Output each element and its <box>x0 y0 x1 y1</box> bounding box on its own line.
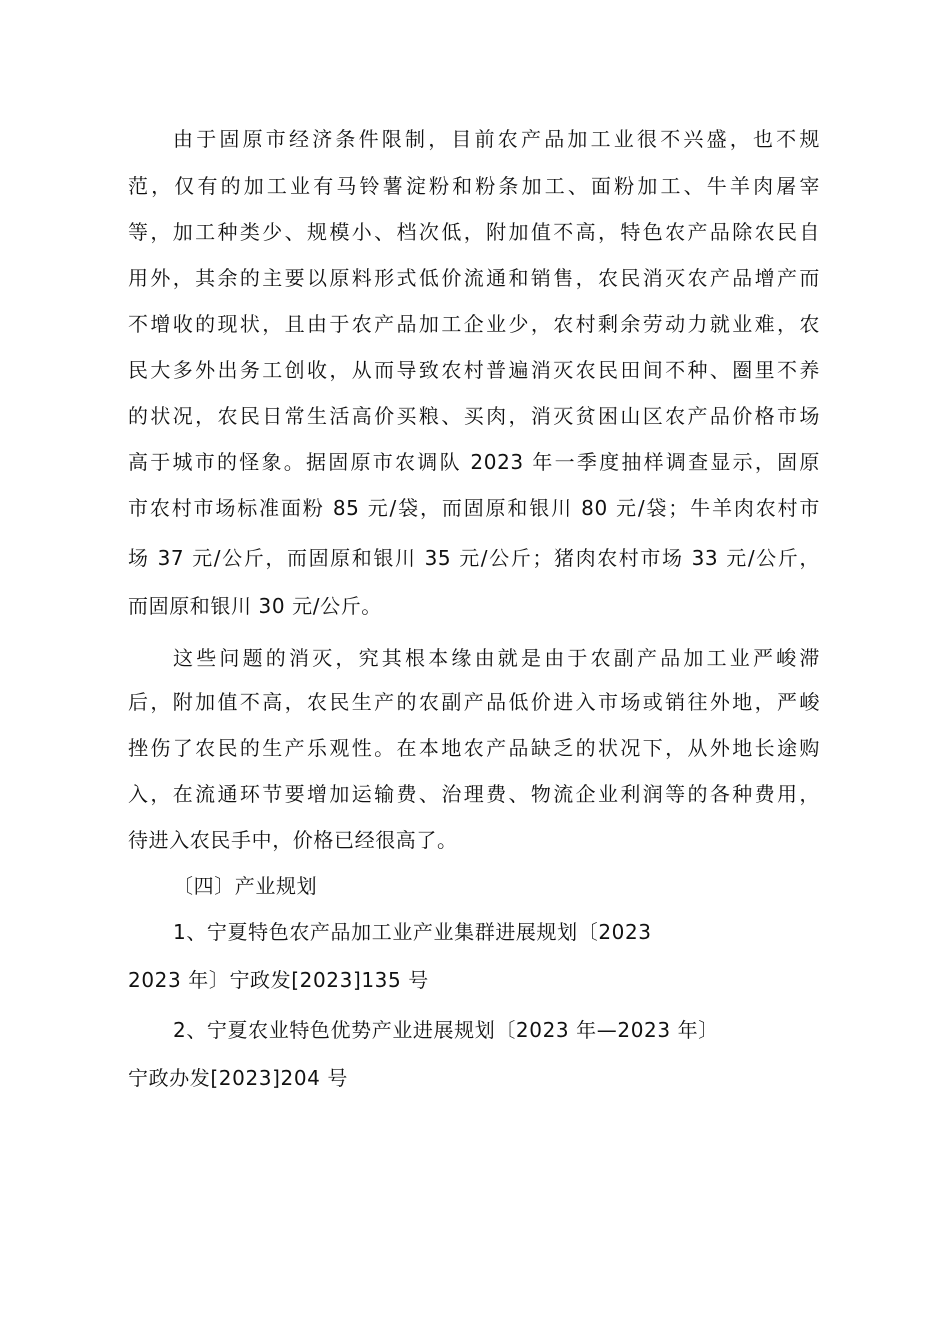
paragraph-2-line-1: 这些问题的消灭，究其根本缘由就是由于农副产品加工业严峻滞 <box>173 646 820 670</box>
paragraph-1-line-10: 场 37 元/公斤，而固原和银川 35 元/公斤；猪肉农村市场 33 元/公斤， <box>128 546 820 570</box>
paragraph-1-line-2: 范，仅有的加工业有马铃薯淀粉和粉条加工、面粉加工、牛羊肉屠宰 <box>128 174 820 198</box>
paragraph-1-line-8: 高于城市的怪象。据固原市农调队 2023 年一季度抽样调查显示，固原 <box>128 450 820 474</box>
paragraph-1-line-11: 而固原和银川 30 元/公斤。 <box>128 594 382 618</box>
plan-2-line-1: 2、宁夏农业特色优势产业进展规划〔2023 年—2023 年〕 <box>173 1018 719 1042</box>
paragraph-2-line-2: 后，附加值不高，农民生产的农副产品低价进入市场或销往外地，严峻 <box>128 690 820 714</box>
paragraph-1-line-9: 市农村市场标准面粉 85 元/袋，而固原和银川 80 元/袋；牛羊肉农村市 <box>128 496 820 520</box>
paragraph-1-line-3: 等，加工种类少、规模小、档次低，附加值不高，特色农产品除农民自 <box>128 220 820 244</box>
paragraph-1-line-6: 民大多外出务工创收，从而导致农村普遍消灭农民田间不种、圈里不养 <box>128 358 820 382</box>
section-heading: 〔四〕产业规划 <box>173 874 318 898</box>
plan-1-line-1: 1、宁夏特色农产品加工业产业集群进展规划〔2023 <box>173 920 652 944</box>
paragraph-2-line-5: 待进入农民手中，价格已经很高了。 <box>128 828 458 852</box>
paragraph-2-line-3: 挫伤了农民的生产乐观性。在本地农产品缺乏的状况下，从外地长途购 <box>128 736 820 760</box>
plan-2-line-2: 宁政办发[2023]204 号 <box>128 1066 349 1090</box>
paragraph-1-line-7: 的状况，农民日常生活高价买粮、买肉，消灭贫困山区农产品价格市场 <box>128 404 820 428</box>
paragraph-1-line-5: 不增收的现状，且由于农产品加工企业少，农村剩余劳动力就业难，农 <box>128 312 820 336</box>
paragraph-1-line-4: 用外，其余的主要以原料形式低价流通和销售，农民消灭农产品增产而 <box>128 266 820 290</box>
paragraph-1-line-1: 由于固原市经济条件限制，目前农产品加工业很不兴盛，也不规 <box>173 127 820 151</box>
plan-1-line-2: 2023 年〕宁政发[2023]135 号 <box>128 968 429 992</box>
paragraph-2-line-4: 入，在流通环节要增加运输费、治理费、物流企业利润等的各种费用， <box>128 782 820 806</box>
